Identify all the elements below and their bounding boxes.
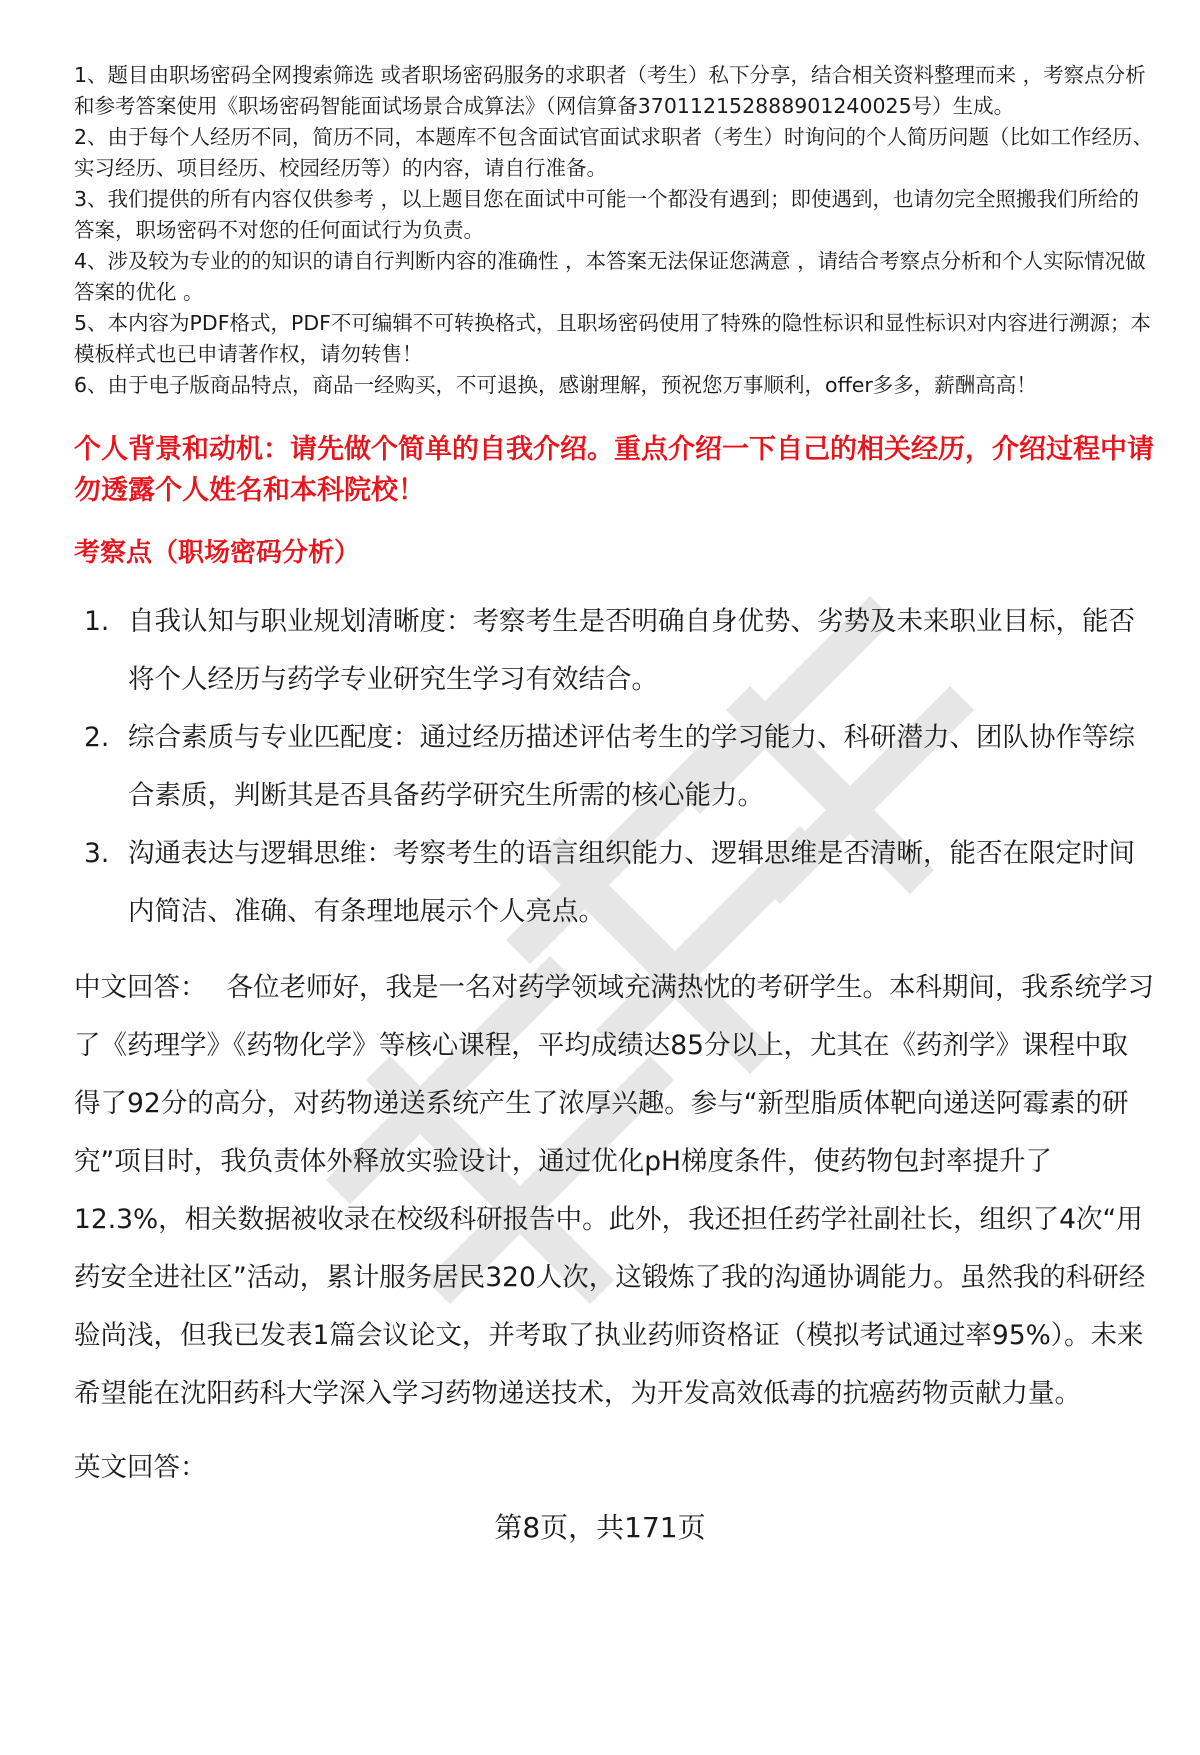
analysis-point xyxy=(74,709,1154,825)
disclaimer-block xyxy=(74,60,1154,401)
disclaimer-item: 6、由于电子版商品特点，商品一经购买，不可退换，感谢理解，预祝您万事顺利，offer多多，薪酬高高！ xyxy=(74,373,1037,397)
disclaimer-item: 3、我们提供的所有内容仅供参考 ，以上题目您在面试中可能一个都没有遇到；即使遇到，也请勿完全照搬我们所给的答案，职场密码不对您的任何面试行为负责。 xyxy=(74,187,1140,242)
point-number: 1. xyxy=(84,606,110,637)
chinese-answer xyxy=(74,959,1154,1423)
point-text: 沟通表达与逻辑思维：考察考生的语言组织能力、逻辑思维是否清晰，能否在限定时间内简洁、准确、有条理地展示个人亮点。 xyxy=(128,838,1135,927)
disclaimer-item: 4、涉及较为专业的的知识的请自行判断内容的准确性 ，本答案无法保证您满意 ，请结合考察点分析和个人实际情况做答案的优化 。 xyxy=(74,249,1146,304)
page-number: 第8页，共171页 xyxy=(494,1511,706,1544)
point-number: 2. xyxy=(84,722,110,753)
chinese-answer-text: 各位老师好，我是一名对药学领域充满热忱的考研学生。本科期间，我系统学习了《药理学》《药物化学》等核心课程，平均成绩达85分以上，尤其在《药剂学》课程中取得了92分的高分，对药物递送系统产生了浓厚兴趣。参与“新型脂质体靶向递送阿霉素的研究”项目时，我负责体外释放实验设计，通过优化pH梯度条件，使药物包封率提升了12.3%，相关数据被收录在校级科研报告中。此外，我还担任药学社副社长，组织了4次“用药安全进社区”活动，累计服务居民320人次，这锻炼了我的沟通协调能力。虽然我的科研经验尚浅，但我已发表1篇会议论文，并考取了执业药师资格证（模拟考试通过率95%）。未来希望能在沈阳药科大学深入学习药物递送技术，为开发高效低毒的抗癌药物贡献力量。 xyxy=(74,972,1154,1409)
analysis-point xyxy=(74,593,1154,709)
english-answer-label: 英文回答： xyxy=(74,1452,207,1483)
point-text: 自我认知与职业规划清晰度：考察考生是否明确自身优势、劣势及未来职业目标，能否将个人经历与药学专业研究生学习有效结合。 xyxy=(128,606,1135,695)
point-number: 3. xyxy=(84,838,110,869)
document-page xyxy=(74,60,1154,1497)
analysis-point xyxy=(74,825,1154,941)
interview-question: 个人背景和动机：请先做个简单的自我介绍。重点介绍一下自己的相关经历，介绍过程中请勿透露个人姓名和本科院校！ xyxy=(74,434,1154,506)
analysis-title: 考察点（职场密码分析） xyxy=(74,538,361,568)
point-text: 综合素质与专业匹配度：通过经历描述评估考生的学习能力、科研潜力、团队协作等综合素质，判断其是否具备药学研究生所需的核心能力。 xyxy=(128,722,1135,811)
disclaimer-item: 5、本内容为PDF格式，PDF不可编辑不可转换格式，且职场密码使用了特殊的隐性标识和显性标识对内容进行溯源；本模板样式也已申请著作权，请勿转售！ xyxy=(74,311,1151,366)
disclaimer-item: 1、题目由职场密码全网搜索筛选 或者职场密码服务的求职者（考生）私下分享，结合相关资料整理而来 ，考察点分析和参考答案使用《职场密码智能面试场景合成算法》（网信算备370112152888901240025号）生成。 xyxy=(74,63,1146,118)
chinese-answer-label: 中文回答： xyxy=(74,972,207,1003)
disclaimer-item: 2、由于每个人经历不同，简历不同，本题库不包含面试官面试求职者（考生）时询问的个人简历问题（比如工作经历、实习经历、项目经历、校园经历等）的内容，请自行准备。 xyxy=(74,125,1154,180)
analysis-points xyxy=(74,593,1154,941)
